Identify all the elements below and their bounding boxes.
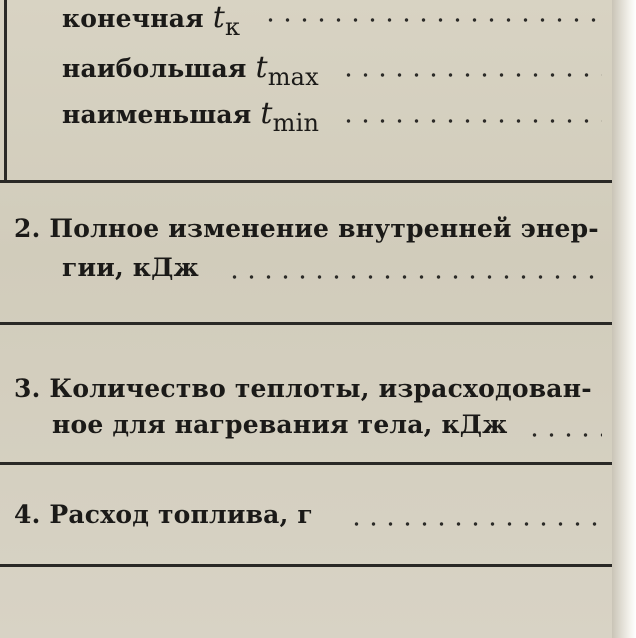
row-divider [0, 462, 612, 465]
item-3-text: 3. Количество теплоты, израсходован- [14, 374, 592, 403]
row-divider [0, 180, 612, 183]
min-temperature-label: наименьшая tmin [62, 96, 320, 137]
fill-dots [348, 521, 602, 527]
fill-dots [526, 432, 602, 438]
fill-dots [262, 17, 602, 23]
item-3-text-continued: ное для нагревания тела, кДж [52, 410, 508, 439]
table-left-border [4, 0, 7, 182]
item-2-text-continued: гии, кДж [62, 253, 199, 282]
fill-dots [226, 274, 602, 280]
max-temperature-label: наибольшая tmax [62, 50, 319, 91]
row-divider [0, 564, 612, 567]
fill-dots [340, 118, 602, 124]
item-4-text: 4. Расход топлива, г [14, 500, 313, 529]
item-2-text: 2. Полное изменение внутренней энер- [14, 214, 599, 243]
row-divider [0, 322, 612, 325]
final-temperature-label: конечная tк [62, 0, 241, 41]
page-edge [612, 0, 636, 638]
fill-dots [340, 72, 602, 78]
